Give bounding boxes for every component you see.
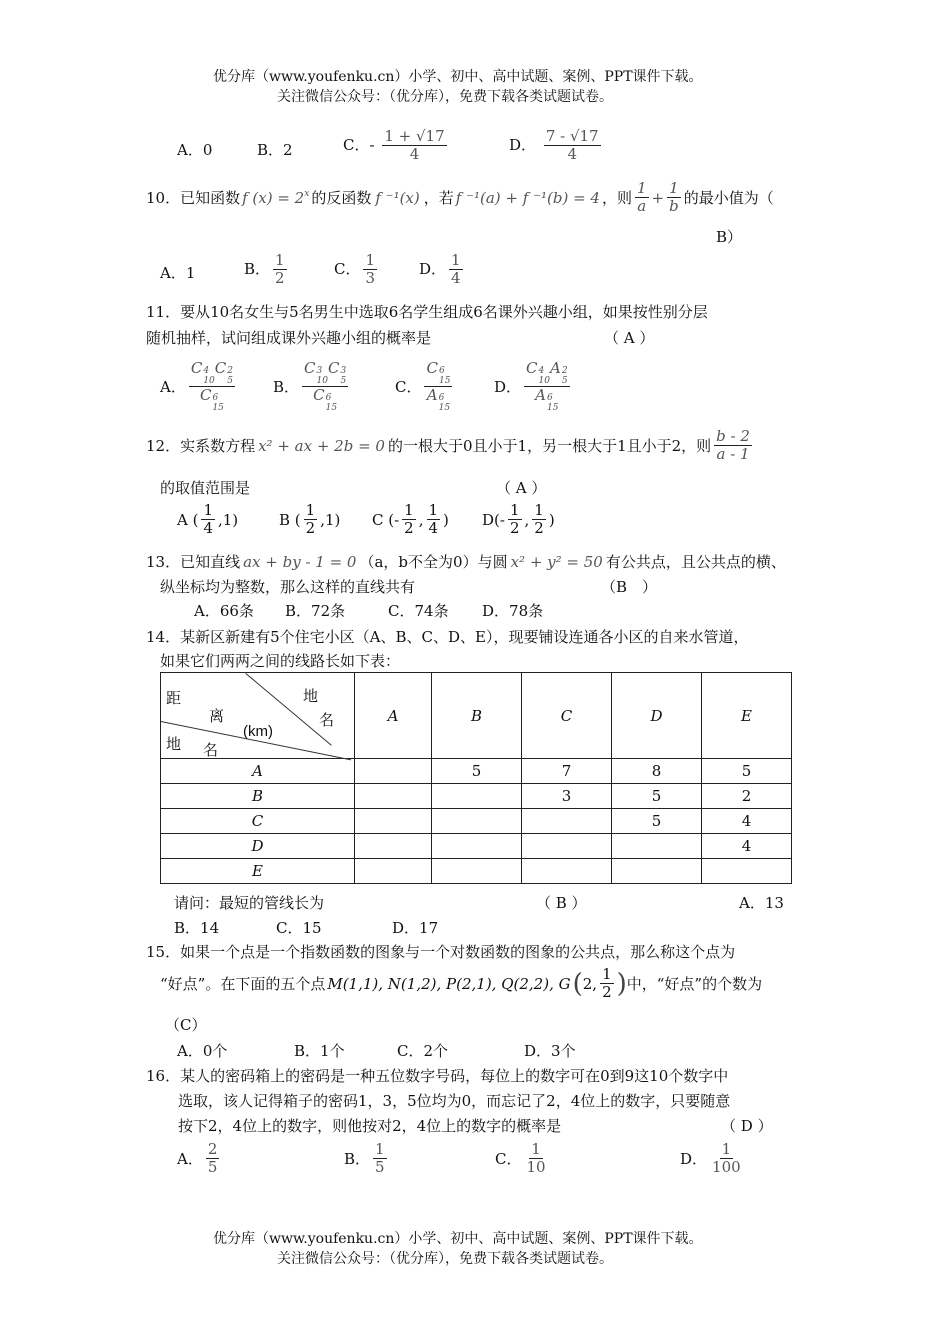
q12-stem: 12．实系数方程 x² + ax + 2b = 0 的一根大于0且小于1，另一根大于1且小于2，则 $\frac{b - 2}{a - 1}$ xyxy=(146,427,750,464)
q13-option-d: D．78条 xyxy=(482,602,544,620)
q10-text-c: ，若 xyxy=(423,189,454,208)
corner-ming-1: 名 xyxy=(319,711,335,729)
corner-di-2: 地 xyxy=(166,735,182,753)
q12-option-d: D(- $\frac{1}{2}$ , $\frac{1}{2}$ ) xyxy=(482,501,555,538)
q10-stem: 10．已知函数 f $(x) = 2^x$ 的反函数 f ⁻¹(x) ，若 f ⁻¹(a) + f ⁻¹(b) = 4 ，则 $\frac{1}{a}$ + $\frac{1}{b}$ 的最小值为（ xyxy=(146,179,774,216)
q10-answer: B） xyxy=(716,228,743,246)
q9-option-a: A．0 xyxy=(177,141,213,159)
q12-line-2: 的取值范围是 xyxy=(160,479,251,497)
q14-answer: （ B ） xyxy=(536,894,587,912)
q14-option-a: A．13 xyxy=(739,894,784,912)
header-line-1: 优分库（www.youfenku.cn）小学、初中、高中试题、案例、PPT课件下载。 xyxy=(213,69,703,85)
q16-line-3: 按下2，4位上的数字，则他按对2，4位上的数字的概率是 xyxy=(178,1117,562,1135)
table-row: D 4 xyxy=(161,834,792,859)
table-corner-cell xyxy=(161,673,355,759)
q11-option-b: B． C 3 10 C 3 5 C 6 15 xyxy=(273,359,347,413)
table-row: A 5 7 8 5 xyxy=(161,759,792,784)
col-header-c: C xyxy=(522,673,612,759)
distance-table xyxy=(160,672,792,884)
q9-c-numerator: 1 + √17 xyxy=(384,127,445,145)
q9-d-numerator: 7 - √17 xyxy=(545,127,599,145)
q15-line-2: “好点”。在下面的五个点 M(1,1), N(1,2), P(2,1), Q(2,2), G ( 2, $\frac{1}{2}$ ) 中，“好点”的个数为 xyxy=(160,965,763,1002)
row-label: A xyxy=(161,759,355,784)
q9-option-c-label: C． xyxy=(343,135,370,154)
q9-option-b: B．2 xyxy=(257,141,293,159)
q16-line-1: 16．某人的密码箱上的密码是一种五位数字号码，每位上的数字可在0到9这10个数字中 xyxy=(146,1067,729,1085)
q11-line-1: 11．要从10名女生与5名男生中选取6名学生组成6名课外兴趣小组，如果按性别分层 xyxy=(146,303,708,321)
q10-inverse: f ⁻¹(x) xyxy=(375,188,420,207)
row-label: E xyxy=(161,859,355,884)
q10-option-a: A．1 xyxy=(160,264,196,282)
q15-line-1: 15．如果一个点是一个指数函数的图象与一个对数函数的图象的公共点，那么称这个点为 xyxy=(146,943,736,961)
q9-option-d xyxy=(509,128,604,164)
q13-option-a: A．66条 xyxy=(194,602,254,620)
corner-km: (km) xyxy=(243,723,273,740)
col-header-e: E xyxy=(702,673,792,759)
q16-option-d: D． $\frac{1}{100}$ xyxy=(680,1140,741,1177)
q14-option-c: C．15 xyxy=(276,919,322,937)
q14-question: 请问：最短的管线长为 xyxy=(174,894,325,912)
header-line-2: 关注微信公众号：（优分库），免费下载各类试题试卷。 xyxy=(277,89,613,105)
q14-option-d: D．17 xyxy=(392,919,439,937)
footer-line-1: 优分库（www.youfenku.cn）小学、初中、高中试题、案例、PPT课件下载。 xyxy=(213,1231,703,1247)
q10-text-e: 的最小值为（ xyxy=(683,189,774,208)
row-label: D xyxy=(161,834,355,859)
q12-option-c: C (- $\frac{1}{2}$ , $\frac{1}{4}$ ) xyxy=(372,501,449,538)
q9-d-denominator: 4 xyxy=(567,145,577,164)
q15-option-d: D．3个 xyxy=(524,1042,576,1060)
q10-condition: f ⁻¹(a) + f ⁻¹(b) = 4 xyxy=(455,188,600,207)
q14-line-1: 14．某新区新建有5个住宅小区（A、B、C、D、E），现要铺设连通各小区的自来水管道， xyxy=(146,628,749,646)
q12-answer: （ A ） xyxy=(496,479,547,497)
q15-option-b: B．1个 xyxy=(294,1042,345,1060)
table-row: C 5 4 xyxy=(161,809,792,834)
col-header-b: B xyxy=(432,673,522,759)
q15-option-c: C．2个 xyxy=(397,1042,449,1060)
q11-option-d: D． C 4 10 A 2 5 A 6 15 xyxy=(494,359,568,413)
q11-answer: （ A ） xyxy=(604,329,655,347)
q10-option-c: C． $\frac{1}{3}$ xyxy=(334,251,376,288)
corner-di-1: 地 xyxy=(303,687,319,705)
footer-line-2: 关注微信公众号：（优分库），免费下载各类试题试卷。 xyxy=(277,1251,613,1267)
q9-option-d-label: D． xyxy=(509,135,537,154)
q10-text-b: 的反函数 xyxy=(311,189,372,208)
q10-text-d: ，则 xyxy=(601,189,632,208)
row-label: C xyxy=(161,809,355,834)
q10-func: f (x) = 2 xyxy=(242,188,305,207)
q13-line-2: 纵坐标均为整数，那么这样的直线共有 xyxy=(160,578,416,596)
col-header-d: D xyxy=(612,673,702,759)
q12-option-a: A ( $\frac{1}{4}$ ,1) xyxy=(177,501,239,538)
corner-li: 离 xyxy=(209,707,225,725)
q11-option-c: C． C 6 15 A 6 15 xyxy=(395,359,451,413)
q15-points: M(1,1), N(1,2), P(2,1), Q(2,2), G xyxy=(327,974,571,993)
q12-equation: x² + ax + 2b = 0 xyxy=(258,436,385,455)
q10-option-d: D． $\frac{1}{4}$ xyxy=(419,251,461,288)
q9-option-c: C．- $\frac{1 + √17}{4}$ xyxy=(343,127,445,164)
q10-text-a: 10．已知函数 xyxy=(146,189,241,208)
corner-ming-2: 名 xyxy=(203,741,219,759)
row-label: B xyxy=(161,784,355,809)
q15-option-a: A．0个 xyxy=(177,1042,228,1060)
table-row: B 3 5 2 xyxy=(161,784,792,809)
q16-option-c: C． $\frac{1}{10}$ xyxy=(495,1140,546,1177)
table-row xyxy=(161,859,792,884)
q13-stem: 13．已知直线 ax + by - 1 = 0 （a，b不全为0）与圆 x² + y² = 50 有公共点，且公共点的横、 xyxy=(146,552,786,571)
q12-option-b: B ( $\frac{1}{2}$ ,1) xyxy=(279,501,341,538)
q13-circle-eq: x² + y² = 50 xyxy=(510,552,603,571)
q14-option-b: B．14 xyxy=(174,919,220,937)
q13-line-eq: ax + by - 1 = 0 xyxy=(243,552,357,571)
q11-line-2: 随机抽样，试问组成课外兴趣小组的概率是 xyxy=(146,329,432,347)
q16-line-2: 选取，该人记得箱子的密码1，3，5位均为0，而忘记了2，4位上的数字，只要随意 xyxy=(178,1092,731,1110)
col-header-a: A xyxy=(355,673,432,759)
q13-option-b: B．72条 xyxy=(285,602,346,620)
corner-ju: 距 xyxy=(166,689,182,707)
q13-answer: （B ） xyxy=(601,578,658,596)
q15-answer: （C） xyxy=(165,1016,207,1034)
q13-option-c: C．74条 xyxy=(388,602,449,620)
q10-option-b: B． $\frac{1}{2}$ xyxy=(244,251,285,288)
q16-answer: （ D ） xyxy=(721,1117,773,1135)
q11-option-a: A． C 4 10 C 2 5 C 6 15 xyxy=(160,359,233,413)
q9-c-denominator: 4 xyxy=(409,145,420,164)
q14-line-2: 如果它们两两之间的线路长如下表： xyxy=(160,652,401,670)
q16-option-b: B． $\frac{1}{5}$ xyxy=(344,1140,385,1177)
q16-option-a: A． $\frac{2}{5}$ xyxy=(177,1140,218,1177)
